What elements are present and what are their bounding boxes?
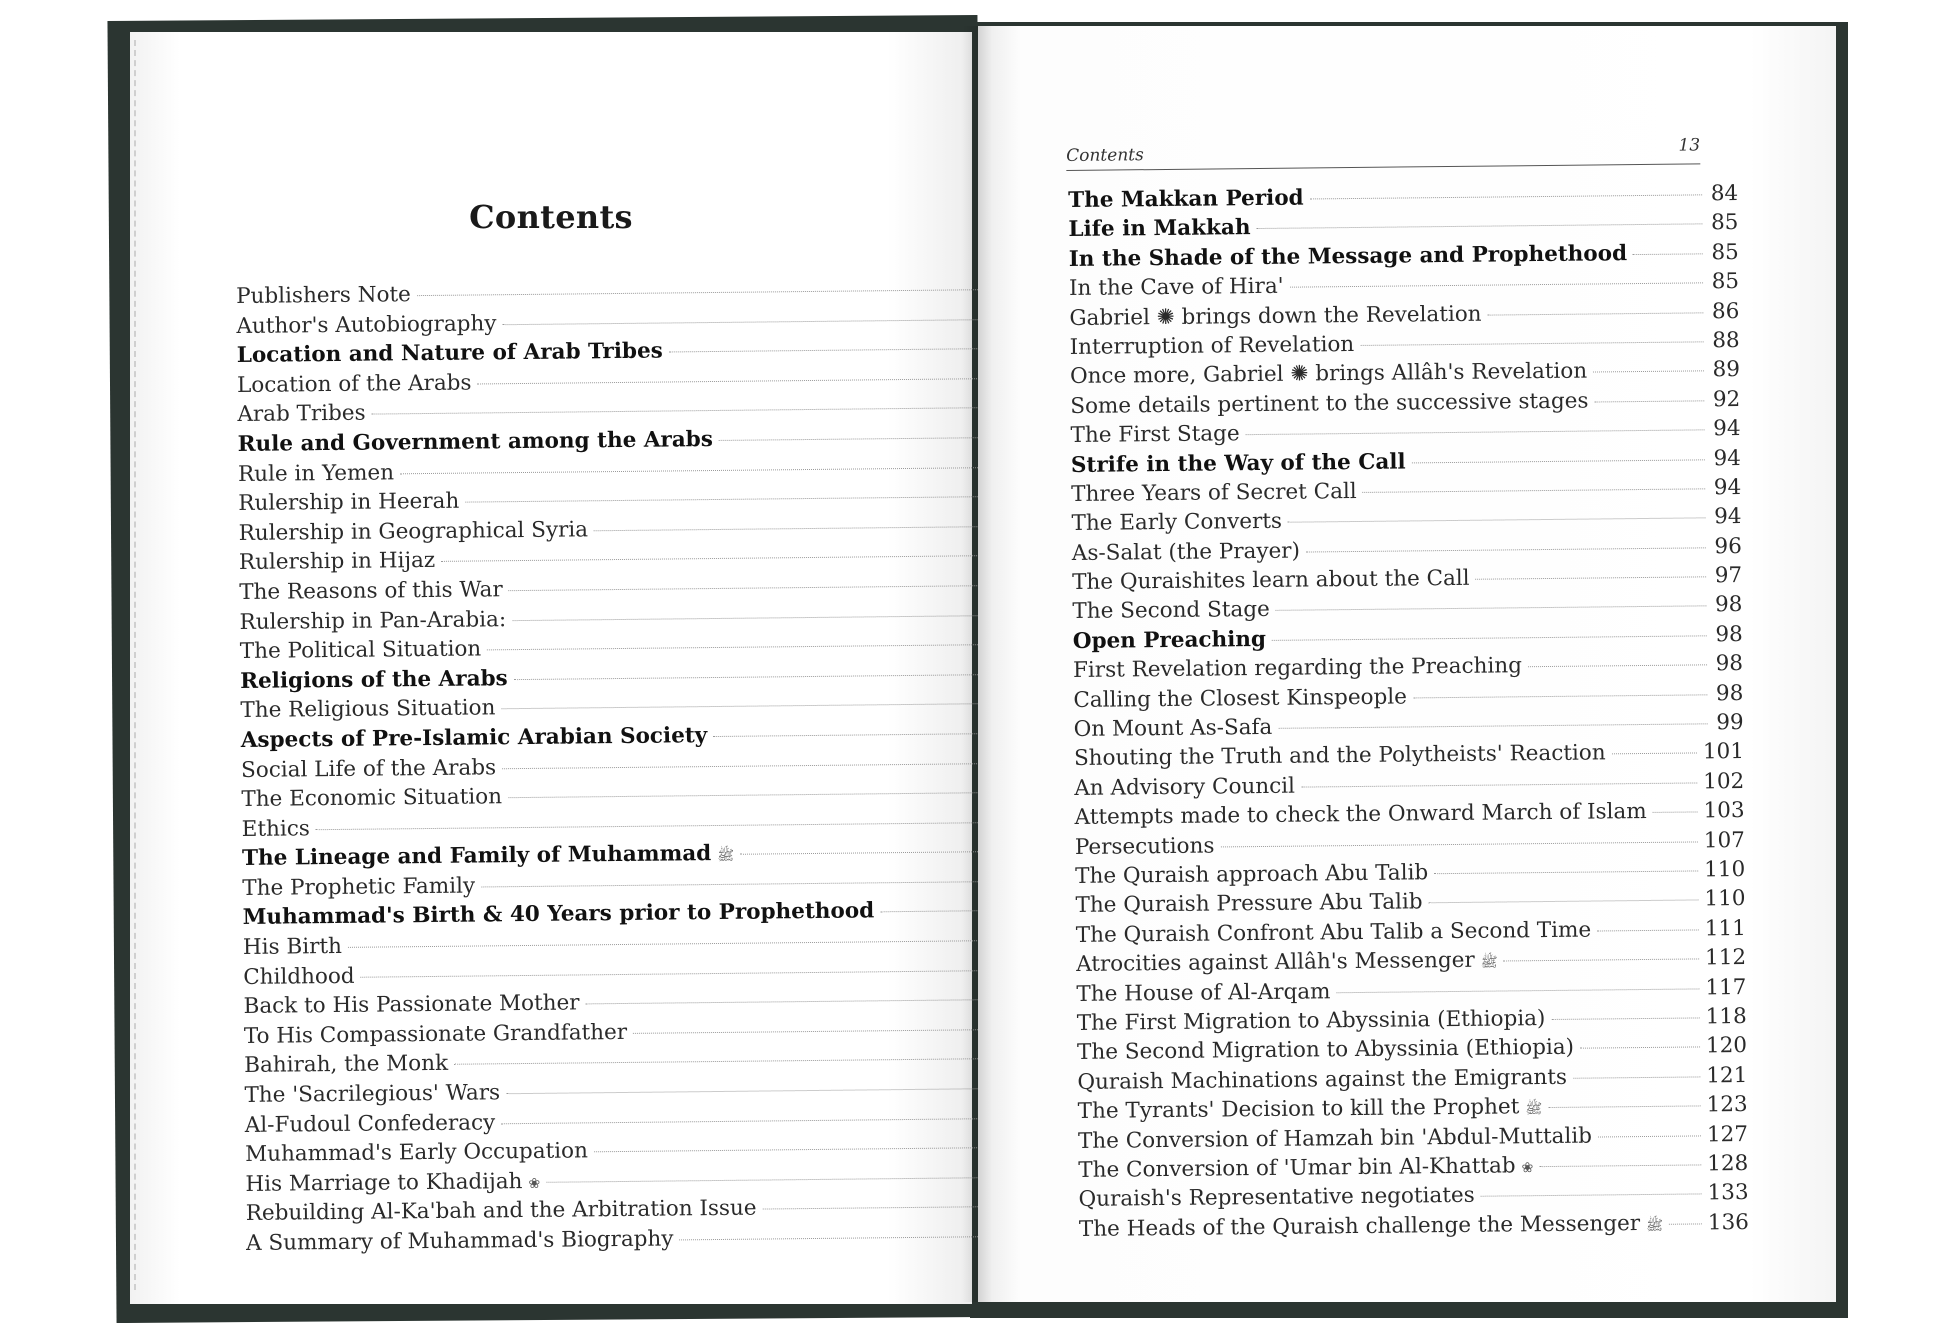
- dot-leader: [1272, 635, 1707, 641]
- toc-entry-title: Once more, Gabriel ✺ brings Allâh's Revelation: [1069, 358, 1588, 390]
- toc-entry-title: The Quraish Pressure Abu Talib: [1075, 889, 1423, 919]
- toc-entry-title: Location of the Arabs: [236, 370, 472, 398]
- dot-leader: [509, 585, 988, 591]
- toc-entry-title: His Birth: [242, 933, 343, 961]
- toc-entry-title: An Advisory Council: [1074, 773, 1296, 801]
- dot-leader: [1310, 194, 1702, 199]
- right-toc-list: [1068, 179, 1749, 1244]
- toc-entry-title: Life in Makkah: [1068, 215, 1251, 243]
- toc-entry-title: Ethics: [241, 815, 310, 842]
- dot-leader: [1476, 576, 1707, 579]
- toc-entry-page: 86: [1711, 298, 1740, 324]
- toc-entry-title: The Conversion of Hamzah bin 'Abdul-Muttalib: [1077, 1123, 1593, 1154]
- dot-leader: [546, 1177, 993, 1183]
- toc-entry-title: Childhood: [243, 963, 355, 990]
- dot-leader: [1653, 812, 1698, 813]
- dot-leader: [1413, 694, 1707, 698]
- dot-leader: [1539, 1164, 1701, 1167]
- contents-title: Contents: [469, 198, 633, 236]
- toc-entry-title: The First Migration to Abyssinia (Ethiopia): [1076, 1005, 1546, 1036]
- toc-entry-title: Religions of the Arabs: [240, 665, 508, 694]
- toc-entry-title: As-Salat (the Prayer): [1071, 538, 1301, 566]
- dot-leader: [740, 851, 990, 855]
- spine-shadow: [962, 26, 992, 1302]
- dot-leader: [417, 289, 984, 296]
- toc-entry: [1079, 1208, 1749, 1244]
- dot-leader: [441, 555, 987, 562]
- toc-entry-title: The Quraishites learn about the Call: [1072, 565, 1470, 596]
- honorific-glyph-icon: ❀: [528, 1175, 541, 1192]
- toc-entry-title: The Religious Situation: [240, 695, 496, 724]
- toc-entry-title: The Makkan Period: [1068, 185, 1304, 213]
- toc-entry-page: 98: [1715, 680, 1744, 706]
- toc-entry-page: 89: [1712, 357, 1741, 383]
- dot-leader: [465, 496, 986, 502]
- dot-leader: [1481, 1194, 1702, 1197]
- dot-leader: [763, 1207, 994, 1210]
- dot-leader: [361, 970, 992, 978]
- toc-entry-title: Muhammad's Birth & 40 Years prior to Prophethood: [242, 898, 875, 931]
- toc-entry-page: 94: [1714, 504, 1742, 530]
- dot-leader: [1598, 1135, 1701, 1137]
- running-header-title: Contents: [1066, 145, 1144, 166]
- toc-entry-page: 123: [1706, 1092, 1748, 1118]
- toc-entry-title: The Conversion of 'Umar bin Al-Khattab: [1078, 1153, 1516, 1183]
- toc-entry-page: 92: [1712, 386, 1741, 412]
- dot-leader: [501, 1118, 993, 1124]
- toc-entry-page: 110: [1704, 886, 1746, 912]
- toc-entry-page: 133: [1707, 1180, 1749, 1206]
- toc-entry-title: Rebuilding Al-Ka'bah and the Arbitration Issue: [245, 1196, 757, 1227]
- toc-entry-page: 98: [1715, 651, 1744, 677]
- toc-entry-page: 85: [1711, 239, 1739, 266]
- toc-entry-title: Arab Tribes: [237, 401, 366, 428]
- dot-leader: [1551, 1017, 1699, 1020]
- dot-leader: [1594, 400, 1704, 402]
- toc-entry-title: The Second Stage: [1072, 597, 1270, 625]
- toc-entry-page: 121: [1706, 1062, 1748, 1089]
- toc-entry-title: Atrocities against Allâh's Messenger: [1076, 947, 1475, 978]
- toc-entry-title: The Quraish Confront Abu Talib a Second Time: [1075, 917, 1592, 948]
- toc-entry-title: Interruption of Revelation: [1069, 331, 1355, 360]
- toc-entry-page: 110: [1704, 856, 1746, 883]
- dot-leader: [502, 763, 989, 769]
- toc-entry-title: Rulership in Hijaz: [238, 548, 436, 576]
- toc-entry-title: Rule in Yemen: [237, 459, 395, 487]
- toc-entry-title: The Quraish approach Abu Talib: [1075, 860, 1429, 889]
- toc-entry-page: 127: [1706, 1121, 1749, 1147]
- toc-entry-title: The Political Situation: [239, 636, 482, 665]
- toc-entry-title: Calling the Closest Kinspeople: [1073, 684, 1408, 713]
- toc-entry-page: 97: [1714, 563, 1743, 589]
- toc-entry-title: Strife in the Way of the Call: [1070, 448, 1406, 478]
- toc-entry-title: Location and Nature of Arab Tribes: [236, 338, 663, 369]
- toc-entry-page: 102: [1703, 768, 1745, 795]
- toc-entry-title: Some details pertinent to the successive stages: [1070, 388, 1589, 419]
- toc-entry-title: The Heads of the Quraish challenge the Messenger: [1078, 1210, 1641, 1242]
- dot-leader: [316, 822, 990, 830]
- dot-leader: [1220, 841, 1697, 847]
- dot-leader: [1633, 253, 1703, 255]
- toc-entry-title: Quraish Machinations against the Emigrants: [1077, 1064, 1568, 1095]
- toc-entry-title: In the Shade of the Message and Prophethood: [1068, 240, 1628, 272]
- dot-leader: [1301, 782, 1697, 787]
- dot-leader: [400, 467, 986, 474]
- toc-entry-title: The Prophetic Family: [242, 873, 476, 901]
- toc-entry-page: 120: [1705, 1033, 1748, 1059]
- toc-entry-title: On Mount As-Safa: [1073, 714, 1273, 743]
- dot-leader: [454, 1059, 992, 1066]
- toc-entry-page: 101: [1702, 739, 1745, 765]
- toc-entry-title: Social Life of the Arabs: [240, 754, 497, 783]
- dot-leader: [1288, 518, 1706, 523]
- dot-leader: [1306, 547, 1706, 552]
- toc-entry-title: Author's Autobiography: [236, 310, 497, 339]
- toc-entry-page: 85: [1710, 210, 1739, 236]
- dot-leader: [1504, 959, 1699, 962]
- dot-leader: [679, 1236, 994, 1240]
- dot-leader: [1612, 753, 1697, 755]
- dot-leader: [1434, 870, 1698, 874]
- toc-entry-title: Rulership in Pan-Arabia:: [239, 606, 507, 635]
- dot-leader: [669, 348, 985, 352]
- toc-entry-title: Bahirah, the Monk: [244, 1051, 449, 1079]
- toc-entry-page: 117: [1705, 974, 1747, 1000]
- toc-entry-page: 94: [1713, 474, 1742, 501]
- toc-entry-title: Rulership in Heerah: [238, 488, 460, 517]
- left-page: [130, 32, 972, 1304]
- toc-entry-page: 118: [1705, 1003, 1747, 1030]
- dot-leader: [1669, 1223, 1702, 1224]
- dot-leader: [1528, 665, 1707, 668]
- toc-entry-page: 112: [1704, 945, 1747, 971]
- toc-entry-title: The Reasons of this War: [239, 577, 503, 605]
- toc-entry-title: First Revelation regarding the Preaching: [1072, 653, 1523, 684]
- dot-leader: [477, 378, 985, 384]
- dot-leader: [719, 437, 986, 441]
- toc-entry-title: Rule and Government among the Arabs: [237, 426, 714, 457]
- dot-leader: [348, 940, 991, 948]
- dot-leader: [633, 1029, 992, 1034]
- dot-leader: [1246, 429, 1705, 435]
- left-toc-list: [236, 274, 1030, 1259]
- toc-entry-title: The Early Converts: [1071, 509, 1283, 537]
- dot-leader: [512, 615, 987, 621]
- toc-entry-page: 128: [1707, 1150, 1749, 1177]
- dot-leader: [586, 999, 992, 1004]
- toc-entry-title: Gabriel ✺ brings down the Revelation: [1069, 301, 1482, 331]
- running-header: [1066, 131, 1700, 171]
- toc-entry-title: Quraish's Representative negotiates: [1078, 1183, 1475, 1213]
- toc-entry-page: 103: [1703, 798, 1745, 824]
- dot-leader: [508, 792, 989, 798]
- toc-entry-title: Three Years of Secret Call: [1071, 478, 1357, 507]
- dot-leader: [501, 703, 988, 709]
- page-edge: [134, 40, 139, 1290]
- toc-entry-page: 96: [1714, 533, 1742, 559]
- toc-entry-title: Aspects of Pre-Islamic Arabian Society: [240, 722, 708, 753]
- dot-leader: [1257, 224, 1703, 230]
- toc-entry-title: To His Compassionate Grandfather: [243, 1019, 628, 1049]
- dot-leader: [1412, 459, 1705, 463]
- honorific-glyph-icon: ❀: [1521, 1160, 1534, 1177]
- toc-entry-page: 98: [1714, 592, 1743, 618]
- toc-entry-title: A Summary of Muhammad's Biography: [245, 1226, 674, 1256]
- dot-leader: [1363, 488, 1706, 493]
- toc-entry-title: Open Preaching: [1072, 626, 1267, 654]
- toc-entry-title: The Tyrants' Decision to kill the Prophet: [1077, 1094, 1520, 1125]
- dot-leader: [1337, 988, 1700, 993]
- toc-entry-title: Persecutions: [1074, 833, 1215, 860]
- dot-leader: [514, 674, 988, 680]
- dot-leader: [506, 1088, 992, 1094]
- toc-entry-page: 136: [1707, 1209, 1750, 1236]
- dot-leader: [594, 1147, 993, 1152]
- dot-leader: [1429, 900, 1699, 904]
- toc-entry-title: Muhammad's Early Occupation: [245, 1138, 589, 1168]
- page-number: 13: [1678, 135, 1701, 156]
- toc-entry-title: The House of Al-Arqam: [1076, 978, 1331, 1007]
- dot-leader: [1290, 283, 1703, 288]
- honorific-glyph-icon: ﷺ: [1525, 1101, 1543, 1118]
- toc-entry-title: His Marriage to Khadijah: [245, 1168, 523, 1197]
- dot-leader: [1278, 723, 1707, 728]
- dot-leader: [1580, 1047, 1700, 1049]
- toc-entry-title: The Economic Situation: [241, 784, 503, 813]
- toc-entry-title: Rulership in Geographical Syria: [238, 517, 589, 546]
- toc-entry-title: The Second Migration to Abyssinia (Ethiopia): [1076, 1035, 1575, 1066]
- toc-entry-page: 84: [1710, 180, 1739, 207]
- toc-entry-title: In the Cave of Hira': [1068, 273, 1284, 302]
- honorific-glyph-icon: ﷺ: [1645, 1217, 1664, 1234]
- dot-leader: [594, 526, 987, 531]
- dot-leader: [1573, 1076, 1700, 1078]
- dot-leader: [1597, 929, 1699, 931]
- toc-entry-page: 107: [1703, 827, 1746, 853]
- toc-entry-page: 85: [1711, 269, 1740, 295]
- toc-entry-page: 99: [1716, 709, 1744, 736]
- toc-entry-page: 111: [1704, 915, 1746, 942]
- dot-leader: [1360, 341, 1703, 346]
- toc-entry-title: Shouting the Truth and the Polytheists' Reaction: [1073, 740, 1606, 772]
- toc-entry-page: 88: [1712, 327, 1740, 354]
- dot-leader: [1488, 312, 1704, 315]
- toc-entry-page: 94: [1713, 445, 1742, 471]
- toc-entry-page: 98: [1715, 621, 1743, 648]
- toc-entry-title: Al-Fudoul Confederacy: [244, 1109, 496, 1138]
- dot-leader: [372, 408, 986, 415]
- toc-entry-title: The First Stage: [1070, 421, 1240, 449]
- dot-leader: [481, 881, 990, 887]
- dot-leader: [487, 644, 988, 650]
- right-page: [978, 26, 1836, 1302]
- toc-entry-title: Back to His Passionate Mother: [243, 990, 580, 1020]
- honorific-glyph-icon: ﷺ: [717, 848, 735, 865]
- toc-entry-title: Publishers Note: [236, 282, 411, 309]
- dot-leader: [502, 319, 984, 325]
- honorific-glyph-icon: ﷺ: [1480, 954, 1498, 971]
- toc-entry-title: Attempts made to check the Onward March of Islam: [1074, 799, 1647, 831]
- dot-leader: [1276, 606, 1707, 612]
- toc-entry-page: 94: [1713, 416, 1741, 442]
- dot-leader: [1593, 371, 1704, 373]
- toc-entry-title: The Lineage and Family of Muhammad: [241, 841, 712, 872]
- dot-leader: [1548, 1106, 1700, 1109]
- dot-leader: [713, 733, 989, 737]
- toc-entry-title: The 'Sacrilegious' Wars: [244, 1080, 501, 1108]
